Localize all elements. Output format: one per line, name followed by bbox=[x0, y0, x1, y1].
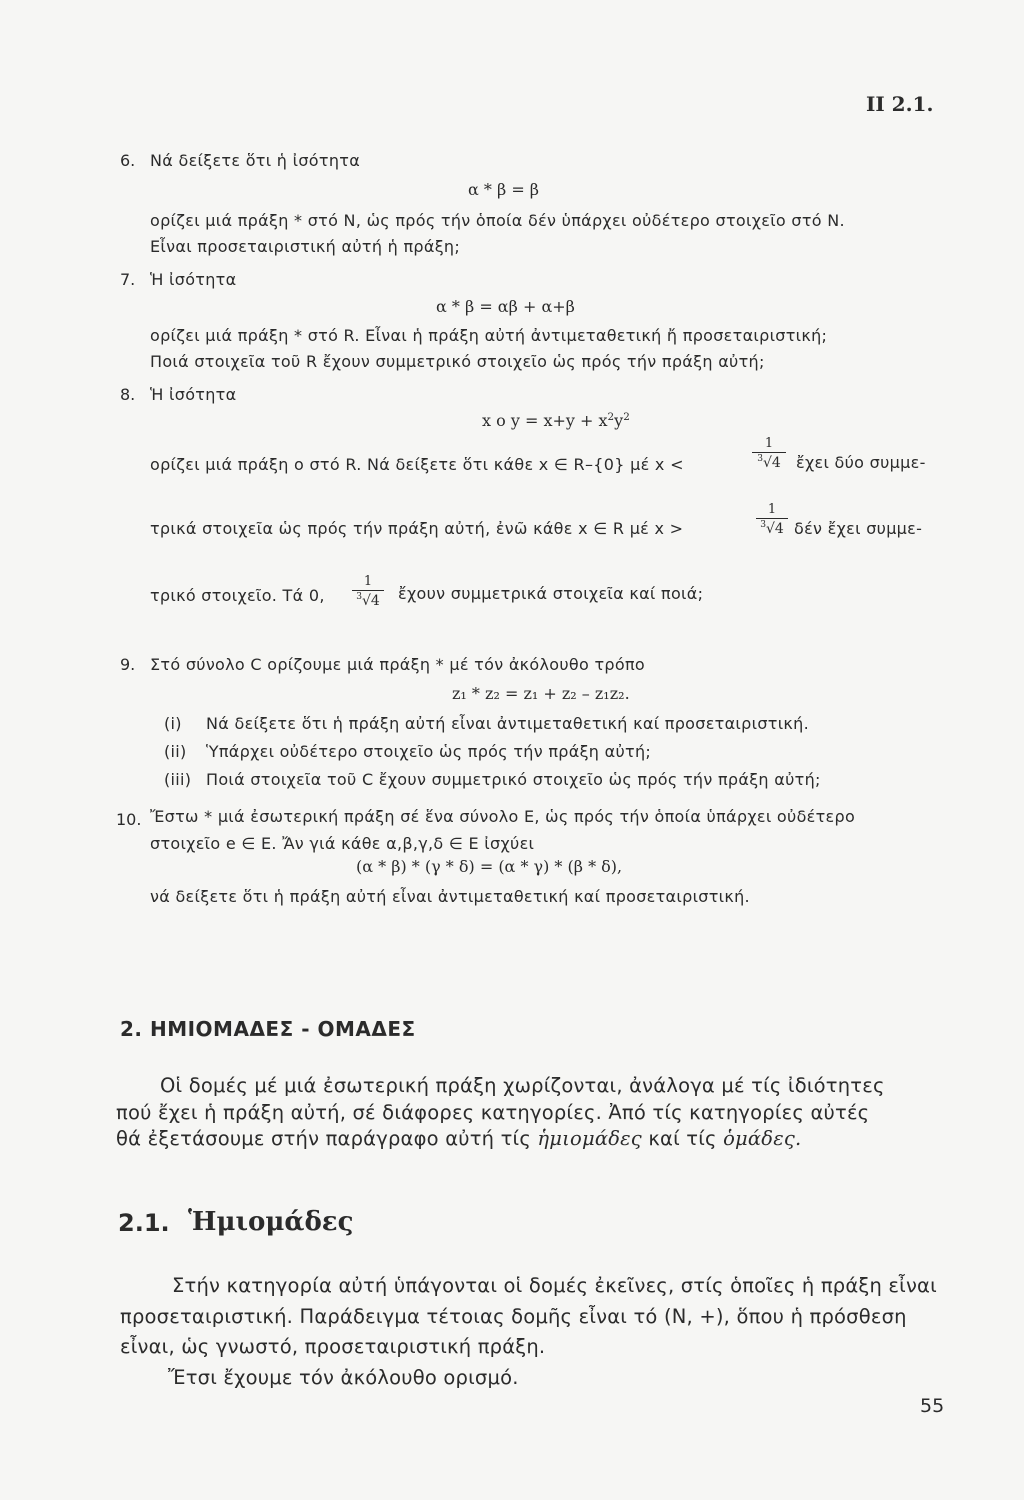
section-title: 2. ΗΜΙΟΜΑΔΕΣ - ΟΜΑΔΕΣ bbox=[120, 1017, 416, 1041]
subsection-title: Ἡμιομάδες bbox=[188, 1207, 354, 1237]
exercise-6-number: 6. bbox=[120, 151, 136, 170]
exercise-9-number: 9. bbox=[120, 655, 136, 674]
subsection-paragraph-line2: προσεταιριστική. Παράδειγμα τέτοιας δομῆς εἶναι τό (N, +), ὅπου ἡ πρόσθεση bbox=[120, 1305, 907, 1328]
exercise-9-item-text: Νά δείξετε ὅτι ἡ πράξη αὐτή εἶναι ἀντιμεταθετική καί προσεταιριστική. bbox=[206, 714, 809, 733]
exercise-7-line3: Ποιά στοιχεῖα τοῦ R ἔχουν συμμετρικό στοιχεῖο ὡς πρός τήν πράξη αὐτή; bbox=[150, 352, 765, 371]
page-number: 55 bbox=[920, 1395, 945, 1417]
exercise-8-line3-end: δέν ἔχει συμμε- bbox=[794, 519, 923, 538]
running-header: II 2.1. bbox=[866, 92, 934, 116]
subsection-number: 2.1. bbox=[118, 1209, 170, 1237]
exercise-8-number: 8. bbox=[120, 385, 136, 404]
exercise-7-line1: Ἡ ἰσότητα bbox=[150, 270, 237, 289]
fraction-1-cuberoot4-b: 1 $^3$√4 bbox=[756, 502, 788, 537]
subsection-paragraph-line4: Ἔτσι ἔχουμε τόν ἀκόλουθο ορισμό. bbox=[168, 1366, 519, 1389]
exercise-9-item-label: (i) bbox=[164, 714, 182, 733]
exercise-8-line1: Ἡ ἰσότητα bbox=[150, 385, 237, 404]
exercise-9-item-text: Ποιά στοιχεῖα τοῦ C ἔχουν συμμετρικό στοιχεῖο ὡς πρός τήν πράξη αὐτή; bbox=[206, 770, 821, 789]
section-paragraph-line3: θά ἐξετάσουμε στήν παράγραφο αὐτή τίς ἡμιομάδες καί τίς ὁμάδες. bbox=[116, 1127, 802, 1150]
exercise-7-number: 7. bbox=[120, 270, 136, 289]
exercise-8-line4-end: ἔχουν συμμετρικά στοιχεῖα καί ποιά; bbox=[398, 584, 704, 603]
exercise-6-line2: ορίζει μιά πράξη * στό N, ὡς πρός τήν ὁποία δέν ὑπάρχει οὐδέτερο στοιχεῖο στό N. bbox=[150, 211, 845, 230]
term-groups: ὁμάδες. bbox=[723, 1127, 802, 1150]
exercise-9-item-label: (iii) bbox=[164, 770, 192, 789]
exercise-8-line2-end: ἔχει δύο συμμε- bbox=[796, 453, 926, 472]
exercise-6-line3: Εἶναι προσεταιριστική αὐτή ἡ πράξη; bbox=[150, 237, 461, 256]
subsection-paragraph-line3: εἶναι, ὡς γνωστό, προσεταιριστική πράξη. bbox=[120, 1335, 546, 1358]
section-paragraph-line1: Οἱ δομές μέ μιά ἐσωτερική πράξη χωρίζονται, ἀνάλογα μέ τίς ἰδιότητες bbox=[160, 1074, 885, 1097]
exercise-10-formula: (α * β) * (γ * δ) = (α * γ) * (β * δ), bbox=[356, 857, 623, 876]
subsection-paragraph-line1: Στήν κατηγορία αὐτή ὑπάγονται οἱ δομές ἐκεῖνες, στίς ὁποῖες ἡ πράξη εἶναι bbox=[172, 1274, 937, 1297]
exercise-7-formula: α * β = αβ + α+β bbox=[436, 297, 575, 316]
exercise-8-line4: τρικό στοιχεῖο. Τά 0, bbox=[150, 586, 325, 605]
exercise-10-number: 10. bbox=[116, 810, 142, 829]
exercise-10-line1: Ἔστω * μιά ἐσωτερική πράξη σέ ἕνα σύνολο E, ὡς πρός τήν ὁποία ὑπάρχει οὐδέτερο bbox=[150, 807, 856, 826]
exercise-6-formula: α * β = β bbox=[468, 180, 540, 199]
exercise-8-line2: ορίζει μιά πράξη o στό R. Νά δείξετε ὅτι κάθε x ∈ R–{0} μέ x < bbox=[150, 455, 684, 474]
exercise-10-line3: νά δείξετε ὅτι ἡ πράξη αὐτή εἶναι ἀντιμεταθετική καί προσεταιριστική. bbox=[150, 887, 750, 906]
term-hemigroups: ἡμιομάδες bbox=[537, 1127, 642, 1150]
exercise-6-line1: Νά δείξετε ὅτι ἡ ἰσότητα bbox=[150, 151, 361, 170]
fraction-1-cuberoot4: 1 $^3$√4 bbox=[752, 436, 786, 471]
exercise-8-line3: τρικά στοιχεῖα ὡς πρός τήν πράξη αὐτή, ἐνῶ κάθε x ∈ R μέ x > bbox=[150, 519, 684, 538]
exercise-8-formula: x o $y = x+y + x^2y^2$ bbox=[482, 411, 630, 430]
exercise-9-item-label: (ii) bbox=[164, 742, 187, 761]
exercise-9-item-text: Ὑπάρχει οὐδέτερο στοιχεῖο ὡς πρός τήν πράξη αὐτή; bbox=[206, 742, 652, 761]
fraction-1-cuberoot4-c: 1 $^3$√4 bbox=[352, 574, 384, 609]
exercise-9-formula: z₁ * z₂ = z₁ + z₂ – z₁z₂. bbox=[452, 684, 630, 703]
exercise-7-line2: ορίζει μιά πράξη * στό R. Εἶναι ἡ πράξη αὐτή ἀντιμεταθετική ἤ προσεταιριστική; bbox=[150, 326, 828, 345]
exercise-10-line2: στοιχεῖο e ∈ E. Ἄν γιά κάθε α,β,γ,δ ∈ E ἰσχύει bbox=[150, 834, 535, 853]
exercise-9-line1: Στό σύνολο C ορίζουμε μιά πράξη * μέ τόν ἀκόλουθο τρόπο bbox=[150, 655, 645, 674]
section-paragraph-line2: πού ἔχει ἡ πράξη αὐτή, σέ διάφορες κατηγορίες. Ἀπό τίς κατηγορίες αὐτές bbox=[116, 1101, 870, 1124]
